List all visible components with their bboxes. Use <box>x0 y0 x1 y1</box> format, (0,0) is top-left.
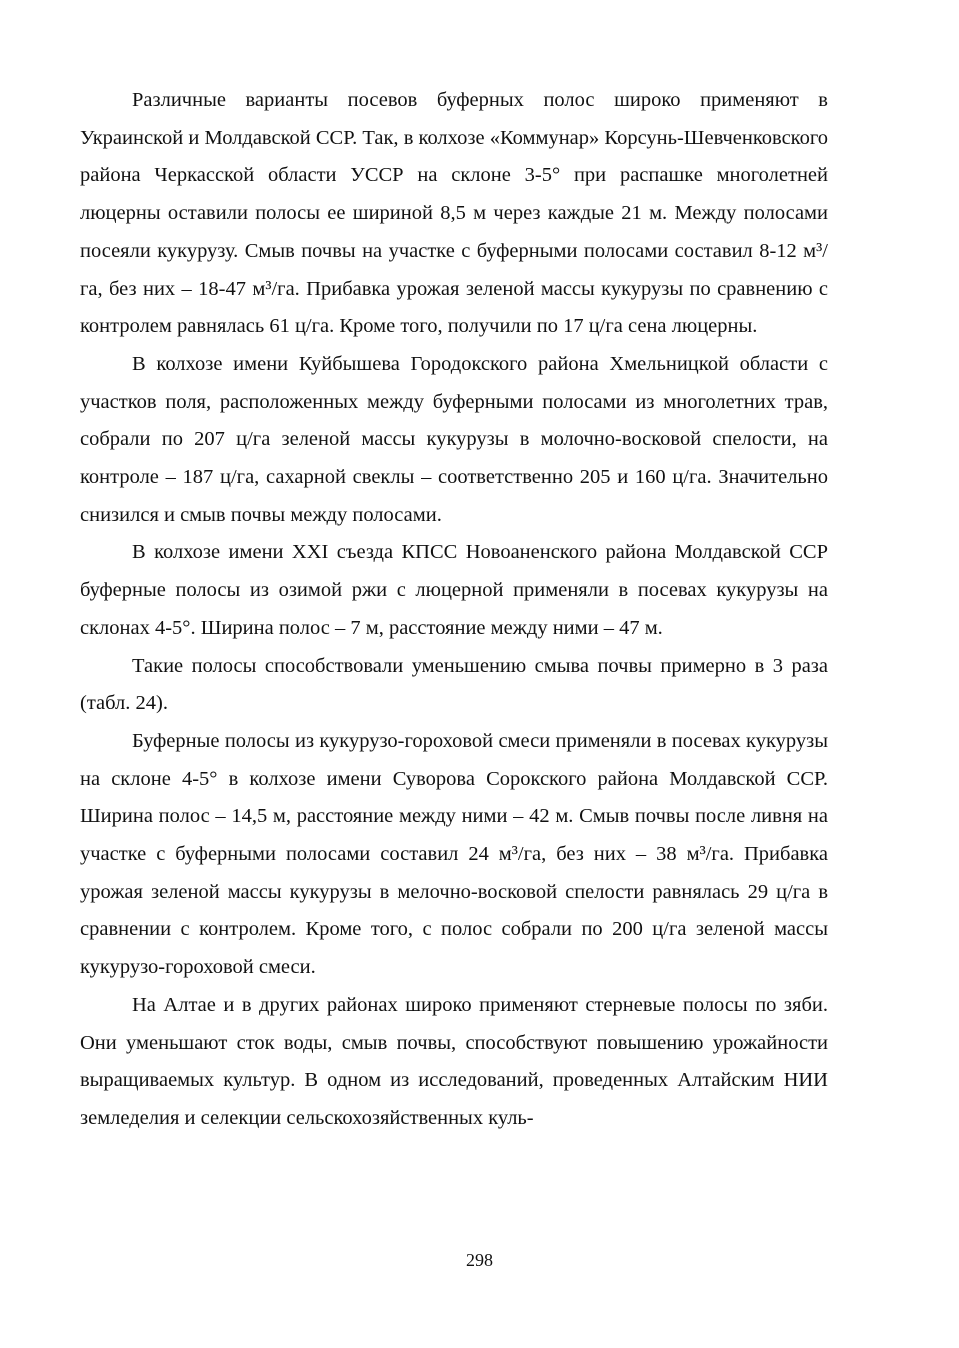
page-number: 298 <box>466 1250 493 1270</box>
paragraph-6: На Алтае и в других районах широко применяют стерневые полосы по зяби. Они уменьшают сток воды, смыв почвы, способствуют повышению урожайности выращиваемых культур. В одном из исследований, проведенных Алтайским НИИ земледелия и селекции сельскохозяйственных куль- <box>80 993 828 1129</box>
document-body <box>80 82 828 1138</box>
paragraph-5: Буферные полосы из кукурузо-гороховой смеси применяли в посевах кукурузы на склоне 4-5° в колхозе имени Суворова Сорокского района Молдавской ССР. Ширина полос – 14,5 м, расстояние между ними – 42 м. Смыв почвы после ливня на участке с буферными полосами составил 24 м³/га, без них – 38 м³/га. Прибавка урожая зеленой массы кукурузы в мелочно-восковой спелости равнялась 29 ц/га в сравнении с контролем. Кроме того, с полос собрали по 200 ц/га зеленой массы кукурузо-гороховой смеси. <box>80 729 828 979</box>
paragraph-2: В колхозе имени Куйбышева Городокского района Хмельницкой области с участков поля, расположенных между буферными полосами из многолетних трав, собрали по 207 ц/га зеленой массы кукурузы в молочно-восковой спелости, на контроле – 187 ц/га, сахарной свеклы – соответственно 205 и 160 ц/га. Значительно снизился и смыв почвы между полосами. <box>80 352 828 526</box>
paragraph-3: В колхозе имени XXI съезда КПСС Новоаненского района Молдавской ССР буферные полосы из озимой ржи с люцерной применяли в посевах кукурузы на склонах 4-5°. Ширина полос – 7 м, расстояние между ними – 47 м. <box>80 541 828 639</box>
paragraph-1: Различные варианты посевов буферных полос широко применяют в Украинской и Молдавской ССР. Так, в колхозе «Коммунар» Корсунь-Шевченковского района Черкасской области УССР на склоне 3-5° при распашке многолетней люцерны оставили полосы ее шириной 8,5 м через каждые 21 м. Между полосами посеяли кукурузу. Смыв почвы на участке с буферными полосами составил 8-12 м³/га, без них – 18-47 м³/га. Прибавка урожая зеленой массы кукурузы по сравнению с контролем равнялась 61 ц/га. Кроме того, получили по 17 ц/га сена люцерны. <box>80 89 828 338</box>
paragraph-4: Такие полосы способствовали уменьшению смыва почвы примерно в 3 раза (табл. 24). <box>80 654 828 715</box>
